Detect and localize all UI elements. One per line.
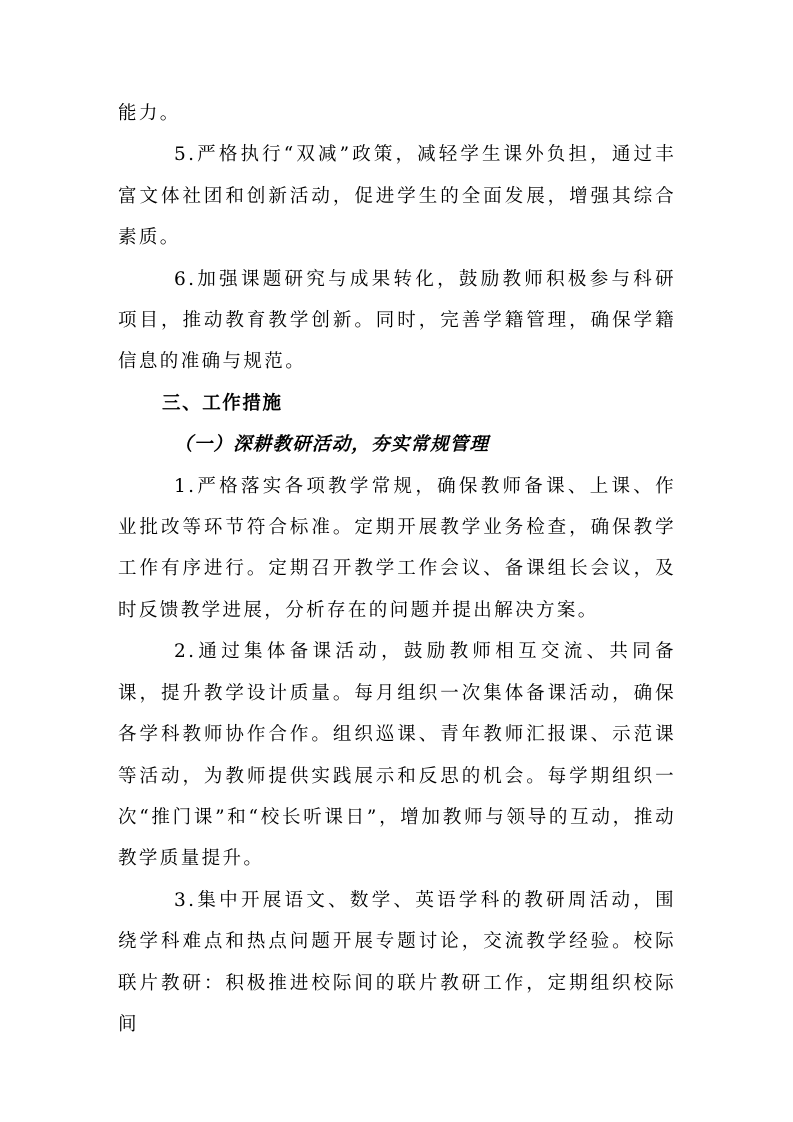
paragraph-measure-1: 1.严格落实各项教学常规，确保教师备课、上课、作业批改等环节符合标准。定期开展教学业务检查，确保教学工作有序进行。定期召开教学工作会议、备课组长会议，及时反馈教学进展，分析存在的问题并提出解决方案。 [118,475,676,621]
paragraph-item-6: 6.加强课题研究与成果转化，鼓励教师积极参与科研项目，推动教育教学创新。同时，完善学籍管理，确保学籍信息的准确与规范。 [118,268,676,373]
document-body [118,93,676,1045]
paragraph-measure-2: 2.通过集体备课活动，鼓励教师相互交流、共同备课，提升教学设计质量。每月组织一次集体备课活动，确保各学科教师协作合作。组织巡课、青年教师汇报课、示范课等活动，为教师提供实践展示和反思的机会。每学期组织一次“推门课”和“校长听课日”，增加教师与领导的互动，推动教学质量提升。 [118,641,676,870]
subsection-heading-teaching-research: （一）深耕教研活动，夯实常规管理 [174,434,490,456]
section-heading-work-measures: 三、工作措施 [162,392,283,414]
paragraph-item-5: 5.严格执行“双减”政策，减轻学生课外负担，通过丰富文体社团和创新活动，促进学生的全面发展，增强其综合素质。 [118,144,676,249]
paragraph-continuation: 能力。 [118,103,181,124]
paragraph-measure-3: 3.集中开展语文、数学、英语学科的教研周活动，围绕学科难点和热点问题开展专题讨论，交流教学经验。校际联片教研：积极推进校际间的联片教研工作，定期组织校际间 [118,889,676,1035]
